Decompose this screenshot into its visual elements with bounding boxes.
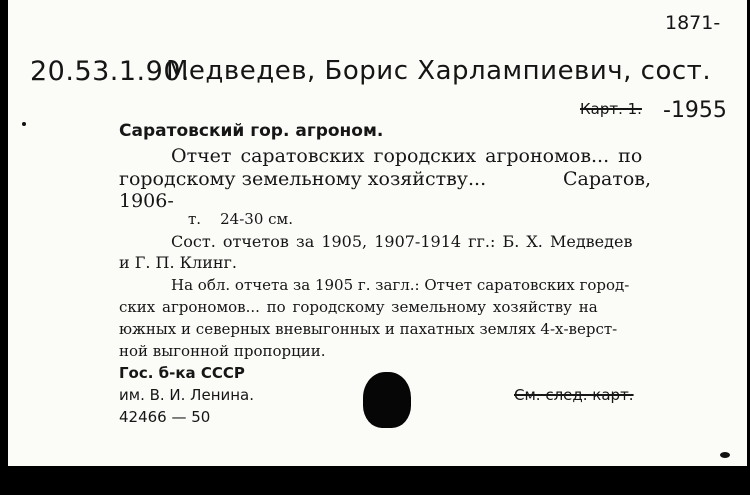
- note-compilers-line-1: Сост. отчетов за 1905, 1907-1914 гг.: Б. Х. Медведев: [171, 232, 633, 251]
- library-name-line-2: им. В. И. Ленина.: [119, 386, 255, 404]
- handwritten-birth-year: 1871-: [665, 12, 721, 34]
- handwritten-call-number: 20.53.1.90.: [30, 56, 191, 87]
- physical-size: т. 24-30 см.: [188, 210, 293, 228]
- ink-speck: [22, 122, 26, 126]
- handwritten-death-year: -1955: [663, 98, 727, 123]
- note-compilers-line-2: и Г. П. Клинг.: [119, 253, 237, 272]
- card-heading: Саратовский гор. агроном.: [119, 121, 384, 141]
- library-name-line-1: Гос. б-ка СССР: [119, 364, 245, 382]
- note-cover-title-line-2: ских агрономов... по городскому земельному хозяйству на: [119, 298, 598, 316]
- inventory-number: 42466 — 50: [119, 408, 211, 426]
- catalog-card: [8, 0, 747, 466]
- ink-speck: [720, 452, 730, 458]
- publication-year: 1906-: [119, 190, 174, 212]
- publication-place: Саратов,: [563, 168, 652, 190]
- note-cover-title-line-3: южных и северных вневыгонных и пахатных землях 4-х-верст-: [119, 320, 618, 338]
- handwritten-card-note: Карт. 1.: [580, 100, 642, 118]
- catalog-hole: [363, 372, 411, 428]
- title-line-1: Отчет саратовских городских агрономов... по: [171, 145, 643, 167]
- note-cover-title-line-1: На обл. отчета за 1905 г. загл.: Отчет саратовских город-: [171, 276, 630, 294]
- title-line-2: городскому земельному хозяйству...: [119, 168, 487, 190]
- see-next-card: См. след. карт.: [514, 386, 634, 404]
- note-cover-title-line-4: ной выгонной пропорции.: [119, 342, 326, 360]
- handwritten-author: Медведев, Борис Харлампиевич, сост.: [166, 56, 712, 86]
